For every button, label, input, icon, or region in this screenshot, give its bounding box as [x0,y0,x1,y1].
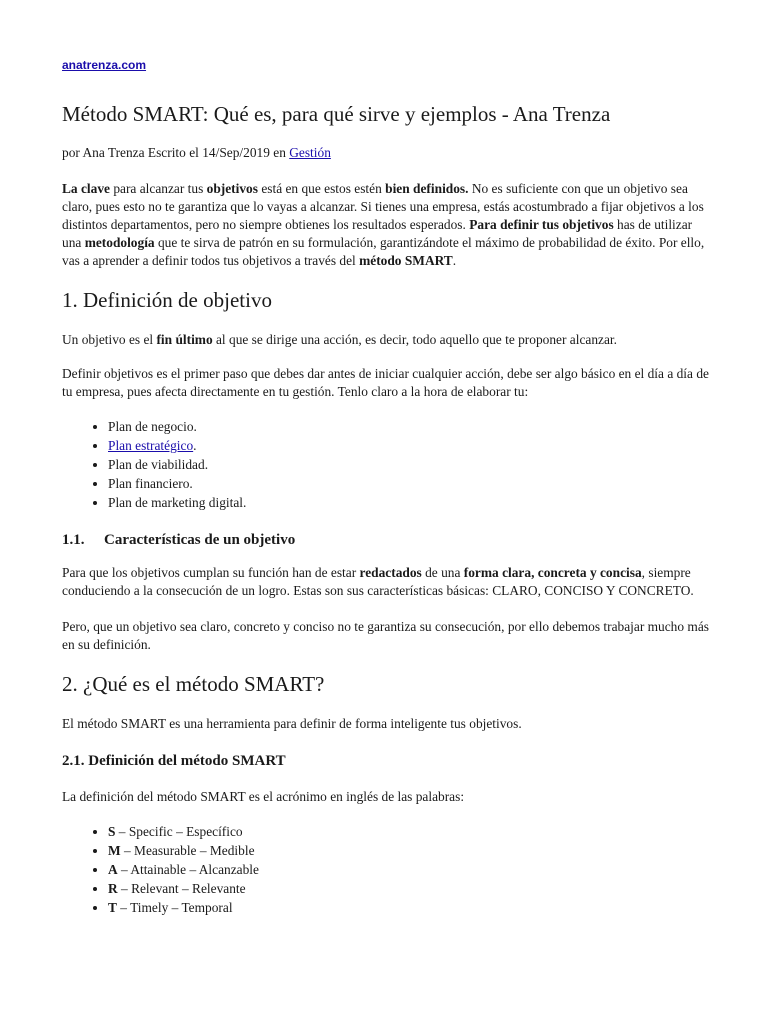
intro-bold-4: Para definir tus objetivos [469,217,614,232]
intro-text-1: para alcanzar tus [109,181,207,196]
plan-estrategico-link[interactable]: Plan estratégico [108,438,194,453]
section1-paragraph-2: Definir objetivos es el primer paso que debes dar antes de iniciar cualquier acción, debe ser algo básico en el día a día de tu empresa, pues afecta directamente en tu gestión. Tenlo claro a la hora de elaborar tu: [62,366,709,399]
link-suffix: . [193,438,197,453]
s11p1-text-1: Para que los objetivos cumplan su función han de estar [62,565,360,580]
s1p1-text-2: al que se dirige una acción, es decir, todo aquello que te proponer alcanzar. [212,332,618,347]
section2-paragraph-1: El método SMART es una herramienta para definir de forma inteligente tus objetivos. [62,716,522,731]
smart-text: – Measurable – Medible [120,843,255,858]
intro-bold-3: bien definidos. [385,181,469,196]
smart-letter: A [108,862,118,877]
section-heading-text: Características de un objetivo [104,532,296,548]
section2-1-paragraph-1: La definición del método SMART es el acrónimo en inglés de las palabras: [62,789,465,804]
smart-letter: T [108,900,117,915]
intro-text-2: está en que estos estén [257,181,386,196]
intro-text-3: No es suficiente con que un objetivo sea claro, pues esto no te garantiza que lo vayas a alcanzar. Si tienes una empresa, estás acostumbrado a fijar objetivos a los distintos departamentos, pero no siempre obtienes los resultados esperados. [62,181,704,232]
section-heading-definicion-objetivo: 1. Definición de objetivo [62,288,272,312]
smart-text: – Specific – Específico [115,824,243,839]
list-item [108,879,712,898]
list-item [108,841,712,860]
document-page [62,55,712,917]
section1-1-paragraph-1 [62,564,712,600]
intro-text-5: que te sirva de patrón en su formulación, garantizándote el máximo de probabilidad de éxito. Por ello, vas a aprender a definir todos tus objetivos a través del [62,235,705,268]
byline-text: por Ana Trenza Escrito el 14/Sep/2019 en [62,145,290,160]
list-item [108,436,712,455]
smart-text: – Relevant – Relevante [117,881,246,896]
section-heading-caracteristicas [62,530,712,550]
s1p1-text-1: Un objetivo es el [62,332,157,347]
byline [62,144,712,162]
s1p1-bold-1: fin último [156,332,213,347]
intro-bold-2: objetivos [206,181,258,196]
list-item: • Plan financiero. [108,474,712,493]
intro-bold-5: metodología [84,235,155,250]
intro-text-6: . [452,253,457,268]
list-item [108,898,712,917]
section1-1-paragraph-2: Pero, que un objetivo sea claro, concreto y conciso no te garantiza su consecución, por ello debemos trabajar mucho más en su definición. [62,619,709,652]
intro-bold-6: método SMART [359,253,453,268]
s11p1-text-3: , siempre conduciendo a la consecución de un logro. Estas son sus características básicas: CLARO, CONCISO Y CONCRETO. [62,565,694,598]
list-item [108,822,712,841]
list-item: • Plan de negocio. [108,417,712,436]
intro-paragraph [62,180,712,270]
section-heading-definicion-smart: 2.1. Definición del método SMART [62,753,286,769]
section1-paragraph-1 [62,331,712,349]
list-item [108,860,712,879]
list-item: • Plan de viabilidad. [108,455,712,474]
site-link[interactable]: anatrenza.com [62,58,147,72]
s11p1-bold-2: forma clara, concreta y concisa [463,565,642,580]
smart-text: – Attainable – Alcanzable [117,862,259,877]
s11p1-bold-1: redactados [359,565,422,580]
plan-list [62,417,712,512]
intro-bold-1: La clave [62,181,110,196]
s11p1-text-2: de una [421,565,464,580]
smart-list [62,822,712,917]
category-link[interactable]: Gestión [289,145,331,160]
list-item: • Plan de marketing digital. [108,493,712,512]
section-number: 1.1. [62,532,85,548]
page-title: Método SMART: Qué es, para qué sirve y ejemplos - Ana Trenza [62,102,611,126]
smart-letter: R [108,881,118,896]
smart-letter: S [108,824,116,839]
smart-text: – Timely – Temporal [116,900,233,915]
intro-text-4: has de utilizar una [62,217,693,250]
section-heading-que-es-smart: 2. ¿Qué es el método SMART? [62,672,325,696]
smart-letter: M [108,843,121,858]
